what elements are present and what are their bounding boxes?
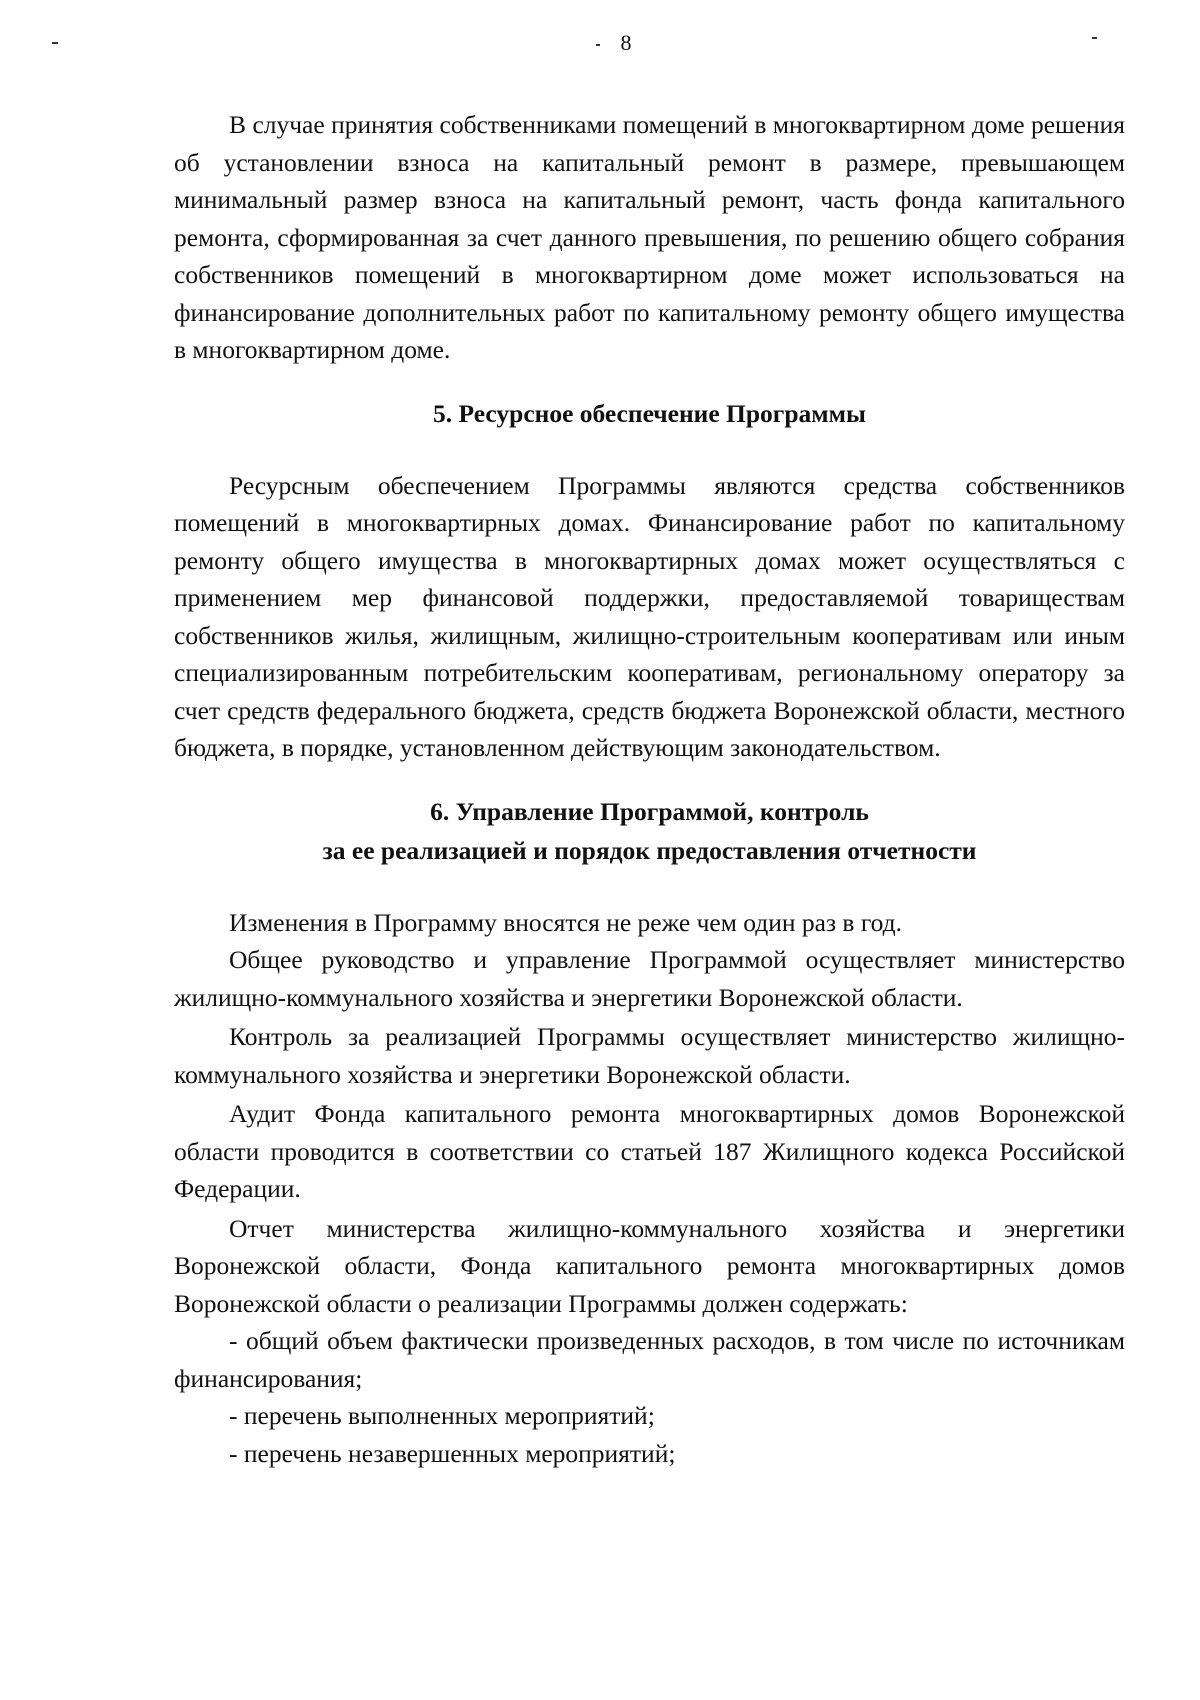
section-5-heading: 5. Ресурсное обеспечение Программы	[433, 398, 866, 428]
intro-paragraph: В случае принятия собственниками помещений в многоквартирном доме решения об установлении взноса на капитальный ремонт в размере, превышающем минимальный размер взноса на капитальный ремонт, часть фонда капитального ремонта, сформированная за счет данного превышения, по решению общего собрания собственников помещений в многоквартирном доме может использоваться на финансирование дополнительных работ по капитальному ремонту общего имущества в многоквартирном доме.	[174, 110, 1125, 364]
section-5-paragraph: Ресурсным обеспечением Программы являются средства собственников помещений в многоквартирных домах. Финансирование работ по капитальному ремонту общего имущества в многоквартирных домах может осуществляться с применением мер финансовой поддержки, предоставляемой товариществам собственников жилья, жилищным, жилищно-строительным кооперативам или иным специализированным потребительским кооперативам, региональному оператору за счет средств федерального бюджета, средств бюджета Воронежской области, местного бюджета, в порядке, установленном действующим законодательством.	[174, 470, 1125, 762]
section-6-paragraph: Контроль за реализацией Программы осуществляет министерство жилищно-коммунального хозяйства и энергетики Воронежской области.	[174, 1022, 1125, 1089]
list-item: - перечень незавершенных мероприятий;	[229, 1438, 676, 1468]
section-6-heading-line-2: за ее реализацией и порядок предоставления отчетности	[322, 835, 977, 865]
section-6-paragraph: Аудит Фонда капитального ремонта многоквартирных домов Воронежской области проводится в соответствии со статьей 187 Жилищного кодекса Российской Федерации.	[174, 1099, 1125, 1203]
page-number: 8	[620, 30, 632, 55]
list-item: - перечень выполненных мероприятий;	[229, 1401, 655, 1430]
section-6-paragraph: Общее руководство и управление Программой осуществляет министерство жилищно-коммунального хозяйства и энергетики Воронежской области.	[174, 945, 1125, 1012]
list-item: - общий объем фактически произведенных расходов, в том числе по источникам финансирования;	[174, 1326, 1125, 1393]
section-6-heading-line-1: 6. Управление Программой, контроль	[430, 796, 869, 826]
report-contents-list	[174, 1322, 1125, 1472]
document-body	[174, 106, 1125, 1472]
section-6-paragraph: Отчет министерства жилищно-коммунального хозяйства и энергетики Воронежской области, Фонда капитального ремонта многоквартирных домов Воронежской области о реализации Программы должен содержать:	[174, 1213, 1125, 1318]
section-6-paragraph: Изменения в Программу вносятся не реже чем один раз в год.	[229, 907, 903, 937]
